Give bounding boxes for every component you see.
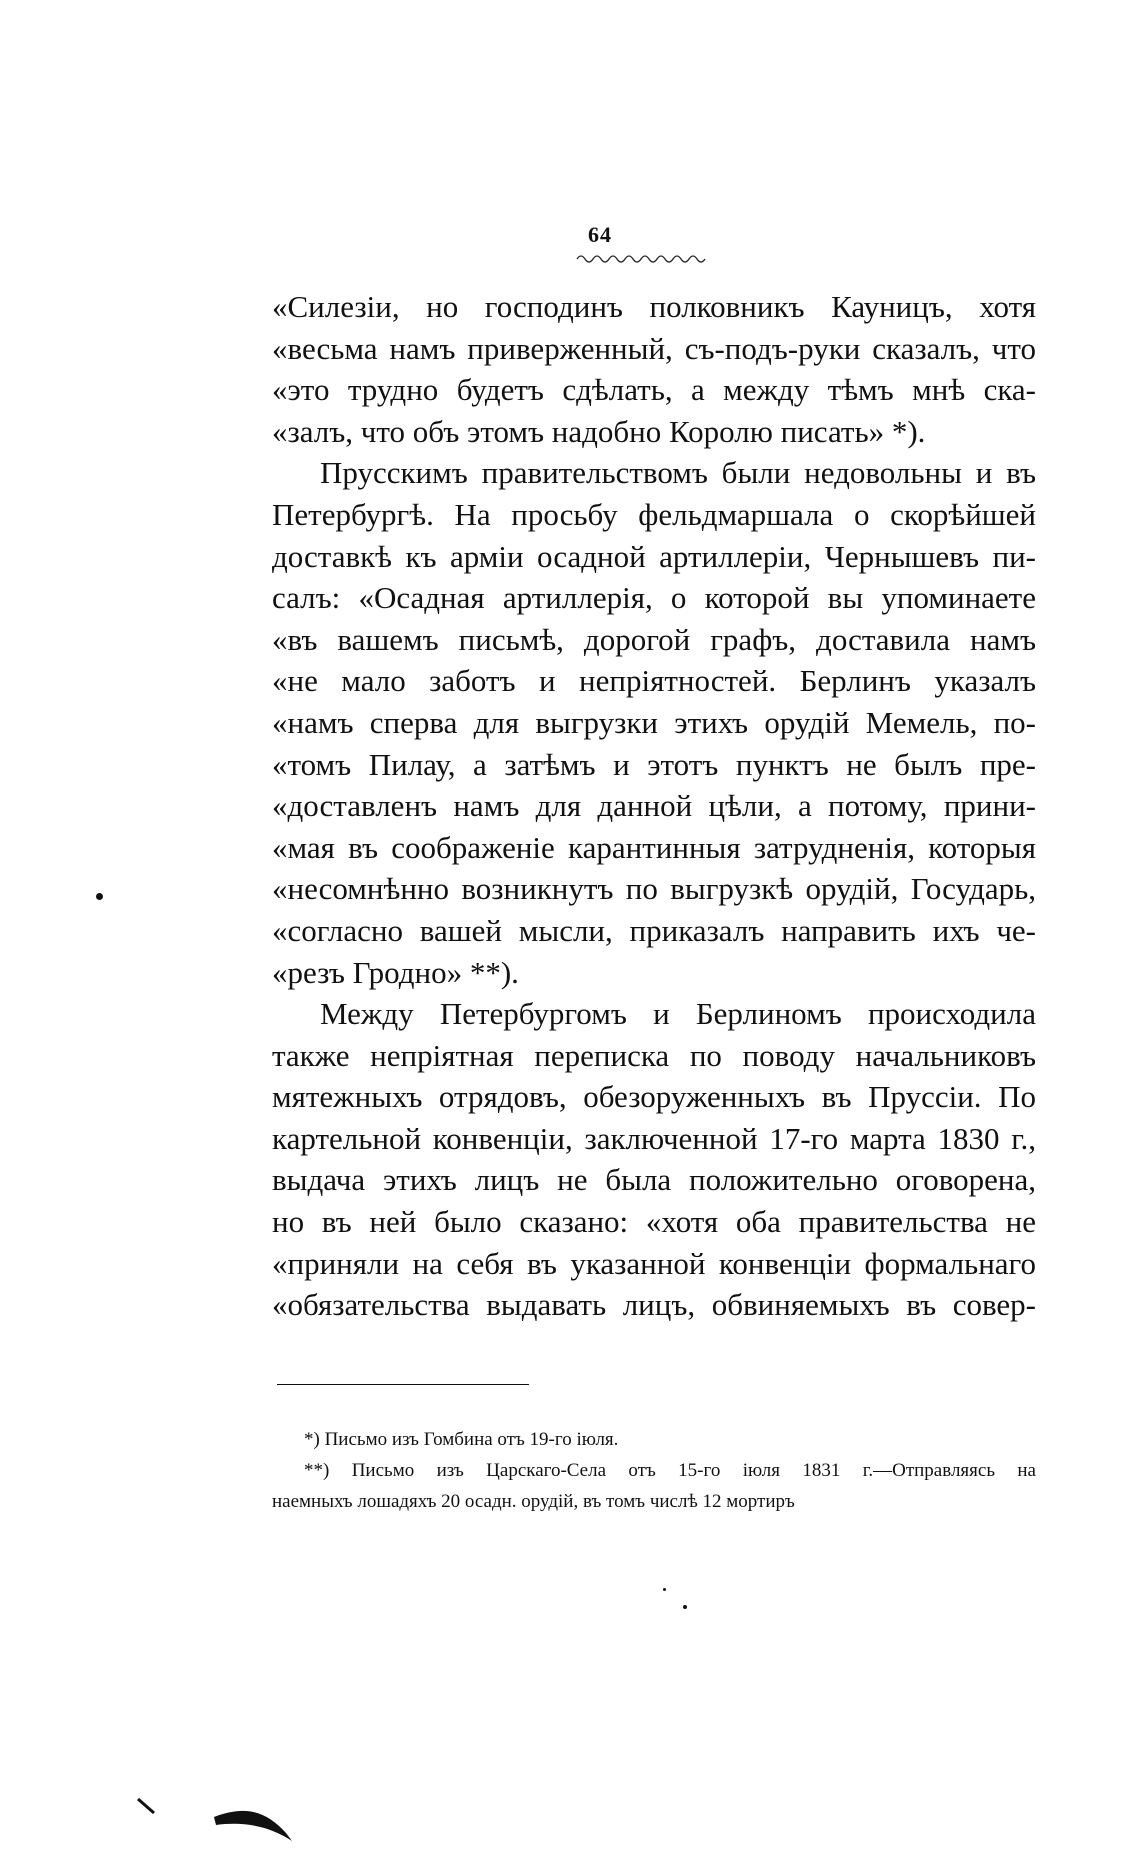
- text-line: «приняли на себя въ указанной конвенціи формальнаго: [272, 1245, 1036, 1281]
- wavy-ornament-icon: [575, 252, 710, 264]
- page-number: 64: [588, 222, 612, 247]
- text-line: Между Петербургомъ и Берлиномъ происходила: [320, 996, 1036, 1032]
- text-line: но въ ней было сказано: «хотя оба правительства не: [272, 1204, 1036, 1240]
- footnote-line: наемныхъ лошадяхъ 20 осадн. орудій, въ томъ числѣ 12 мортиръ: [272, 1491, 795, 1512]
- scan-speck: [663, 1588, 666, 1591]
- scan-speck: [683, 1605, 687, 1609]
- text-line: «обязательства выдавать лицъ, обвиняемыхъ въ совер-: [272, 1287, 1036, 1323]
- text-line: «залъ, что объ этомъ надобно Королю писать» *).: [272, 413, 926, 449]
- text-line: «резъ Гродно» **).: [272, 954, 519, 990]
- footnote-divider: [277, 1384, 529, 1385]
- text-line: «доставленъ намъ для данной цѣли, а потому, прини-: [272, 788, 1036, 824]
- text-line: доставкѣ къ арміи осадной артиллеріи, Чернышевъ пи-: [272, 538, 1036, 574]
- text-line: «это трудно будетъ сдѣлать, а между тѣмъ мнѣ ска-: [272, 372, 1036, 408]
- text-line: картельной конвенціи, заключенной 17-го марта 1830 г.,: [272, 1120, 1036, 1156]
- text-line: «несомнѣнно возникнутъ по выгрузкѣ орудій, Государь,: [272, 871, 1036, 907]
- text-line: «въ вашемъ письмѣ, дорогой графъ, доставила намъ: [272, 621, 1036, 657]
- text-line: «согласно вашей мысли, приказалъ направить ихъ че-: [272, 912, 1036, 948]
- scan-speck: [96, 893, 103, 900]
- main-text: [272, 286, 1036, 1326]
- text-line: Петербургѣ. На просьбу фельдмаршала о скорѣйшей: [272, 496, 1036, 532]
- text-line: «томъ Пилау, а затѣмъ и этотъ пунктъ не былъ пре-: [272, 746, 1036, 782]
- footnotes: [272, 1424, 1036, 1517]
- text-line: салъ: «Осадная артиллерія, о которой вы упоминаете: [272, 580, 1036, 616]
- scan-smudge-icon: [136, 1795, 316, 1855]
- text-line: «мая въ соображеніе карантинныя затрудненія, которыя: [272, 829, 1036, 865]
- text-line: «Силезіи, но господинъ полковникъ Кауницъ, хотя: [272, 289, 1036, 324]
- footnote-line: **) Письмо изъ Царскаго-Села отъ 15-го іюля 1831 г.—Отправляясь на: [304, 1460, 1036, 1481]
- footnote-line: *) Письмо изъ Гомбина отъ 19-го іюля.: [304, 1429, 619, 1450]
- text-line: также непріятная переписка по поводу начальниковъ: [272, 1037, 1036, 1073]
- text-line: Прусскимъ правительствомъ были недовольны и въ: [320, 455, 1036, 491]
- text-line: «намъ сперва для выгрузки этихъ орудій Мемель, по-: [272, 704, 1036, 740]
- text-line: «не мало заботъ и непріятностей. Берлинъ указалъ: [272, 663, 1036, 699]
- text-line: выдача этихъ лицъ не была положительно оговорена,: [272, 1162, 1036, 1198]
- text-line: «весьма намъ приверженный, съ-подъ-руки сказалъ, что: [272, 330, 1036, 366]
- text-line: мятежныхъ отрядовъ, обезоруженныхъ въ Пруссіи. По: [272, 1079, 1036, 1115]
